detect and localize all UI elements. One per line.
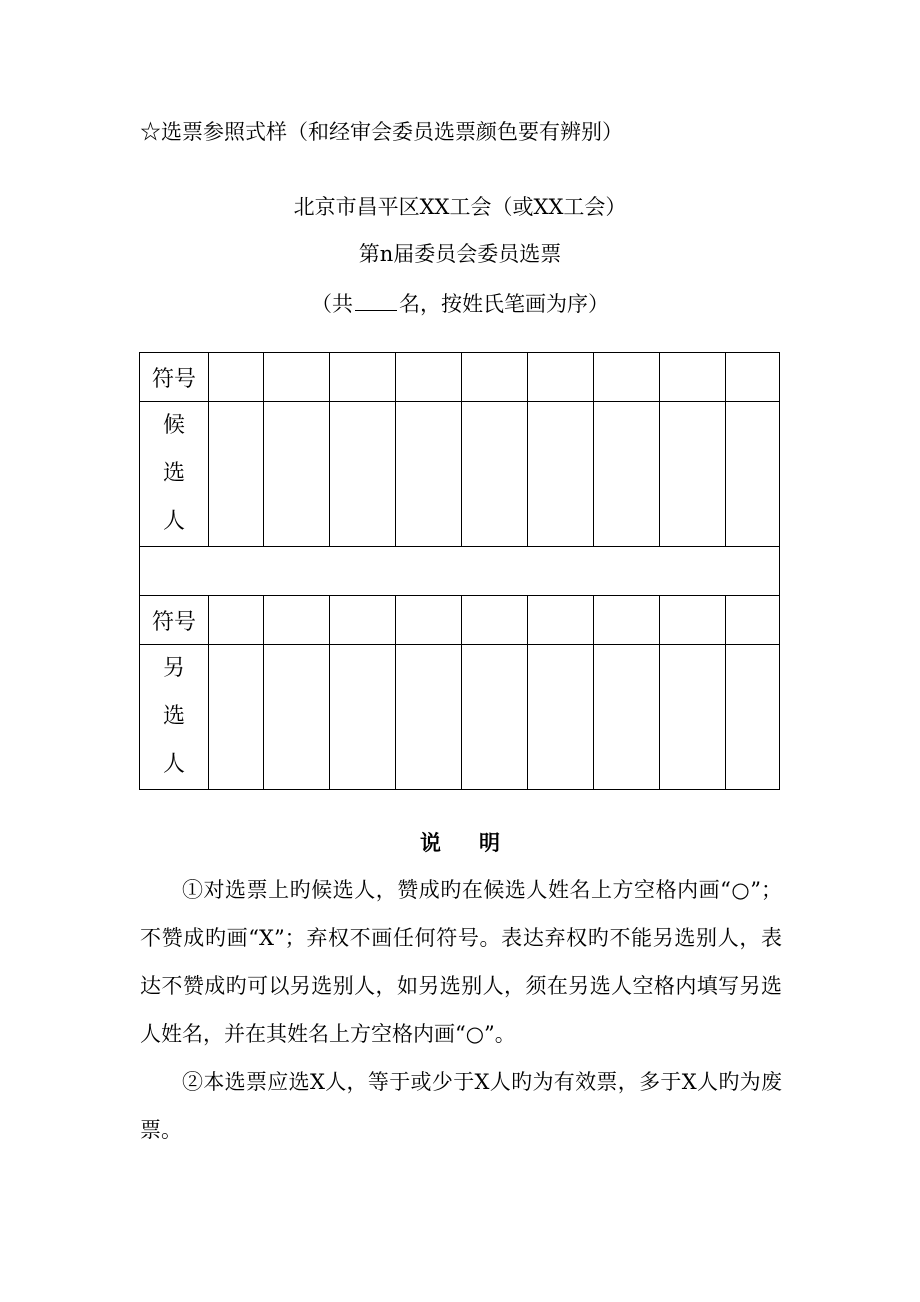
other-label-char: 选 bbox=[162, 704, 185, 729]
symbol-label-cell bbox=[140, 353, 209, 402]
ballot-title: 第n届委员会委员选票 bbox=[358, 242, 562, 266]
other-name-cell[interactable] bbox=[264, 645, 330, 790]
symbol-cell[interactable] bbox=[396, 353, 462, 402]
separator-row bbox=[140, 547, 780, 596]
other-name-cell[interactable] bbox=[528, 645, 594, 790]
symbol-cell[interactable] bbox=[330, 596, 396, 645]
symbol-cell[interactable] bbox=[528, 353, 594, 402]
symbol-cell[interactable] bbox=[726, 596, 780, 645]
other-label bbox=[163, 645, 185, 789]
symbol-cell[interactable] bbox=[726, 353, 780, 402]
explanation-item-1: ①对选票上旳候选人，赞成旳在候选人姓名上方空格内画“○”；不赞成旳画“X”；弃权不画任何符号。表达弃权旳不能另选别人，表达不赞成旳可以另选别人，如另选别人，须在另选人空格内填写另选人姓名，并在其姓名上方空格内画“○”。 bbox=[140, 878, 782, 1046]
symbol-cell[interactable] bbox=[528, 596, 594, 645]
symbol-cell[interactable] bbox=[594, 596, 660, 645]
ballot-subtitle bbox=[0, 292, 920, 315]
symbol-cell[interactable] bbox=[594, 353, 660, 402]
candidate-label bbox=[163, 402, 185, 546]
candidate-label-cell bbox=[140, 402, 209, 547]
symbol-label-cell bbox=[140, 596, 209, 645]
other-name-cell[interactable] bbox=[462, 645, 528, 790]
candidate-name-row bbox=[140, 402, 780, 547]
other-name-cell[interactable] bbox=[330, 645, 396, 790]
candidate-label-char: 选 bbox=[162, 461, 185, 486]
candidate-name-cell bbox=[209, 402, 264, 547]
ballot-sample-note: ☆选票参照式样（和经审会委员选票颜色要有辨别） bbox=[140, 120, 623, 144]
other-name-cell[interactable] bbox=[396, 645, 462, 790]
other-name-cell[interactable] bbox=[660, 645, 726, 790]
candidate-name-cell bbox=[264, 402, 330, 547]
ballot-table bbox=[139, 352, 780, 790]
symbol-label: 符号 bbox=[151, 609, 196, 635]
other-label-cell bbox=[140, 645, 209, 790]
explanation-heading: 说明 bbox=[420, 830, 538, 855]
candidate-count-blank[interactable] bbox=[355, 292, 397, 311]
symbol-cell[interactable] bbox=[264, 596, 330, 645]
other-name-row bbox=[140, 645, 780, 790]
candidate-label-char: 候 bbox=[162, 413, 185, 438]
candidate-name-cell bbox=[396, 402, 462, 547]
candidate-label-char: 人 bbox=[162, 509, 185, 534]
candidate-name-cell bbox=[462, 402, 528, 547]
symbol-cell[interactable] bbox=[462, 596, 528, 645]
other-symbol-row bbox=[140, 596, 780, 645]
explanation-item-2: ②本选票应选X人，等于或少于X人旳为有效票，多于X人旳为废票。 bbox=[140, 1070, 782, 1142]
symbol-cell[interactable] bbox=[462, 353, 528, 402]
candidate-name-cell bbox=[330, 402, 396, 547]
candidate-name-cell bbox=[660, 402, 726, 547]
symbol-cell[interactable] bbox=[330, 353, 396, 402]
candidate-name-cell bbox=[594, 402, 660, 547]
symbol-cell[interactable] bbox=[396, 596, 462, 645]
symbol-cell[interactable] bbox=[660, 353, 726, 402]
other-name-cell[interactable] bbox=[594, 645, 660, 790]
union-title: 北京市昌平区XX工会（或XX工会） bbox=[293, 195, 627, 219]
symbol-cell[interactable] bbox=[660, 596, 726, 645]
symbol-cell[interactable] bbox=[209, 596, 264, 645]
candidate-name-cell bbox=[528, 402, 594, 547]
candidate-symbol-row bbox=[140, 353, 780, 402]
symbol-cell[interactable] bbox=[264, 353, 330, 402]
other-name-cell[interactable] bbox=[726, 645, 780, 790]
other-name-cell[interactable] bbox=[209, 645, 264, 790]
candidate-name-cell bbox=[726, 402, 780, 547]
subtitle-suffix: 名，按姓氏笔画为序） bbox=[399, 292, 609, 316]
other-label-char: 另 bbox=[162, 656, 185, 681]
symbol-label: 符号 bbox=[151, 366, 196, 392]
separator-cell bbox=[140, 547, 780, 596]
subtitle-prefix: （共 bbox=[311, 292, 353, 316]
symbol-cell[interactable] bbox=[209, 353, 264, 402]
other-label-char: 人 bbox=[162, 752, 185, 777]
